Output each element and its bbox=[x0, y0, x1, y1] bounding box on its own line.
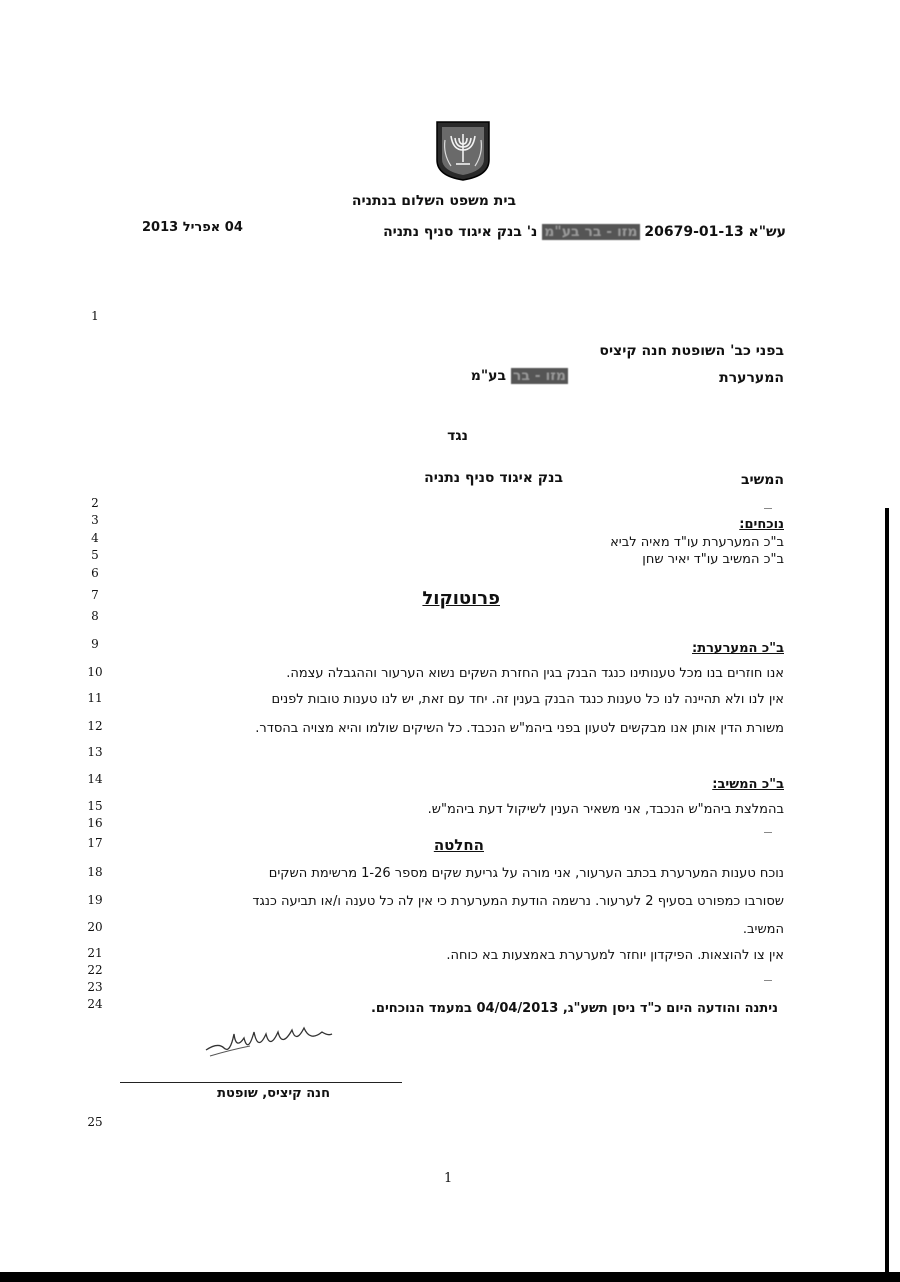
decision-line-1: נוכח טענות המערערת בכתב הערעור, אני מורה על גריעת שקים מספר 1-26 מרשימת השקים bbox=[268, 866, 784, 881]
line-number: 6 bbox=[91, 566, 99, 580]
respondent-label: המשיב bbox=[740, 472, 784, 488]
line-number: 3 bbox=[91, 513, 99, 527]
line-number: 11 bbox=[87, 691, 103, 705]
line-number: 24 bbox=[87, 997, 103, 1011]
appellant-counsel-line-3: משורת הדין אותן אנו מבקשים לטעון בפני ביהמ"ש הנכבד. כל השיקים שולמו והיא מצויה בהסדר. bbox=[255, 721, 784, 736]
present-line-2: ב"כ המשיב עו"ד יאיר שחן bbox=[642, 552, 784, 567]
line-number: 13 bbox=[87, 745, 103, 759]
scan-edge-right bbox=[885, 508, 889, 1273]
decision-line-2: שסורבו כמפורט בסעיף 2 לערעור. נרשמה הודעת המערערת כי אין לה כל טענה ו/או תביעה כנגד bbox=[252, 894, 784, 909]
line-number: 22 bbox=[87, 963, 103, 977]
state-emblem-icon bbox=[433, 120, 493, 182]
line-number: 10 bbox=[87, 665, 103, 679]
case-caption bbox=[383, 224, 786, 240]
line-number: 25 bbox=[87, 1115, 103, 1129]
line-number: 8 bbox=[91, 609, 99, 623]
line-number: 19 bbox=[87, 893, 103, 907]
appellant-suffix: בע"מ bbox=[470, 368, 507, 384]
appellant-counsel-line-1: אנו חוזרים בנו מכל טענותינו כנגד הבנק בגין החזרת השקים נשוא הערעור וההגבלה עצמה. bbox=[286, 666, 784, 681]
court-name: בית משפט השלום בנתניה bbox=[351, 193, 516, 209]
scan-mark bbox=[764, 980, 772, 981]
scan-edge-bottom bbox=[0, 1272, 900, 1282]
respondent-name: בנק איגוד סניף נתניה bbox=[424, 470, 563, 486]
signature-name: חנה קיציס, שופטת bbox=[217, 1086, 330, 1101]
appellant-counsel-heading: ב"כ המערערת: bbox=[692, 641, 784, 656]
appellant-counsel-line-2: אין לנו ולא תהיינה לנו כל טענות כנגד הבנק בענין זה. יחד עם זאת, יש לנו טענות טובות לפנים bbox=[271, 692, 784, 707]
line-number: 15 bbox=[87, 799, 103, 813]
line-number: 12 bbox=[87, 719, 103, 733]
line-number: 16 bbox=[87, 816, 103, 830]
page-number: 1 bbox=[444, 1171, 453, 1186]
decision-title: החלטה bbox=[433, 836, 484, 854]
line-number: 5 bbox=[91, 548, 99, 562]
line-number: 1 bbox=[91, 309, 99, 323]
respondent-counsel-line-1: בהמלצת ביהמ"ש הנכבד, אני משאיר הענין לשיקול דעת ביהמ"ש. bbox=[427, 802, 784, 817]
redacted-party: מזו - בר בע"מ bbox=[544, 224, 638, 240]
line-number: 17 bbox=[87, 836, 103, 850]
line-number: 23 bbox=[87, 980, 103, 994]
given-line: ניתנה והודעה היום כ"ד ניסן תשע"ג, 04/04/2013 במעמד הנוכחים. bbox=[370, 1001, 778, 1016]
respondent-counsel-heading: ב"כ המשיב: bbox=[712, 777, 784, 792]
line-number: 9 bbox=[91, 637, 99, 651]
case-number: עש"א 20679-01-13 bbox=[644, 224, 786, 240]
appellant-label: המערערת bbox=[719, 370, 784, 386]
present-line-1: ב"כ המערערת עו"ד מאיה לביא bbox=[610, 535, 784, 550]
scan-mark bbox=[764, 508, 772, 509]
line-number: 7 bbox=[91, 588, 99, 602]
decision-line-4: אין צו להוצאות. הפיקדון יוחזר למערערת באמצעות בא כוחה. bbox=[446, 948, 784, 963]
line-number: 14 bbox=[87, 772, 103, 786]
line-number: 4 bbox=[91, 531, 99, 545]
line-number: 2 bbox=[91, 496, 99, 510]
decision-line-3: המשיב. bbox=[742, 922, 784, 937]
line-number: 21 bbox=[87, 946, 103, 960]
signature-line bbox=[120, 1082, 402, 1083]
judge-line: בפני כב' השופטת חנה קיציס bbox=[599, 343, 784, 359]
case-vs: נ' בנק איגוד סניף נתניה bbox=[383, 224, 538, 240]
versus: נגד bbox=[447, 428, 468, 444]
scan-mark bbox=[764, 832, 772, 833]
line-number: 20 bbox=[87, 920, 103, 934]
appellant-name bbox=[471, 368, 568, 384]
present-heading: נוכחים: bbox=[739, 517, 784, 532]
signature-scribble bbox=[200, 1020, 340, 1070]
protocol-title: פרוטוקול bbox=[422, 588, 500, 609]
appellant-redacted: מזו - בר bbox=[512, 368, 566, 384]
document-date: 04 אפריל 2013 bbox=[142, 220, 243, 235]
line-number: 18 bbox=[87, 865, 103, 879]
